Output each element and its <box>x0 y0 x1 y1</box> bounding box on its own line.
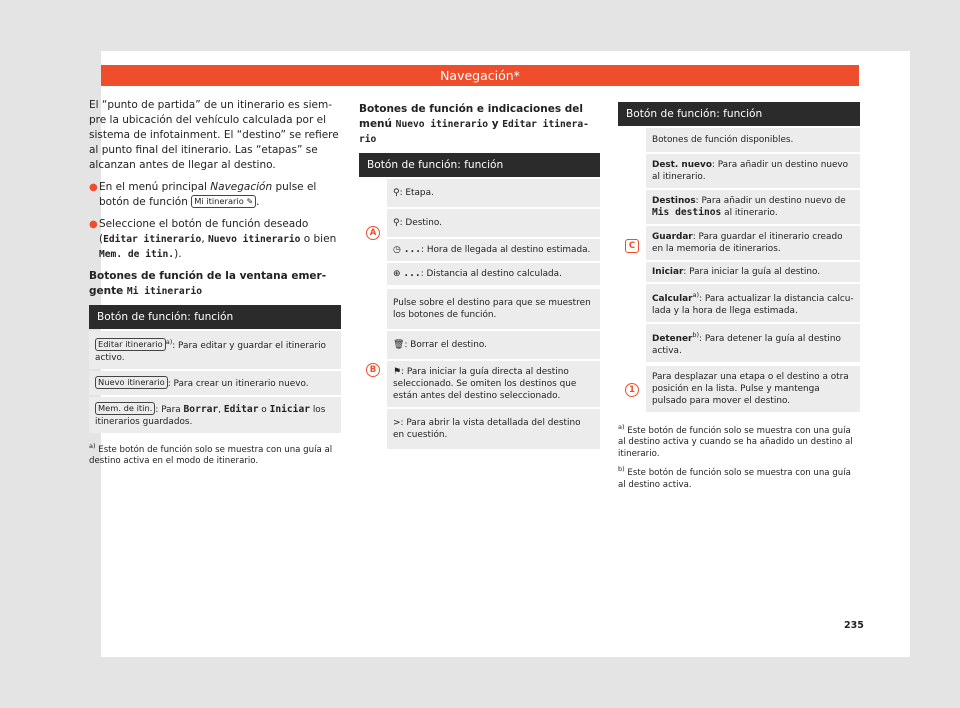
table-row: Para desplazar una etapa o el destino a otra posición en la lista. Pulse y mantenga pulsado para mover el destino. <box>646 366 860 412</box>
label-b-badge: B <box>366 363 380 377</box>
table-row: Nuevo itinerario : Para crear un itinerario nuevo. <box>89 371 341 395</box>
function-table-3 <box>618 102 860 414</box>
destination-icon: ⚲ <box>393 218 400 228</box>
group-1 <box>618 366 860 414</box>
table-header: Botón de función: función <box>359 153 600 177</box>
menu-heading: Botones de función e indicaciones del menú Nuevo itinerario y Editar itinerario <box>359 103 589 145</box>
table-row: Editar itinerario $^{a)}$: Para editar y guardar el itinerario activo. <box>89 331 341 369</box>
table-row: Pulse sobre el destino para que se muestren los botones de función. <box>387 289 600 329</box>
table-row: Botones de función disponibles. <box>646 128 860 152</box>
page-number: 235 <box>844 620 864 631</box>
table-row: ◷ ...: Hora de llegada al destino estimada. <box>387 239 600 261</box>
table-row: ⚑: Para iniciar la guía directa al destino seleccionado. Se omiten los destinos que están antes del destino seleccionado. <box>387 361 600 407</box>
table-row: Iniciar: Para iniciar la guía al destino. <box>646 262 860 282</box>
table-row: Guardar: Para guardar el itinerario creado en la memoria de itinerarios. <box>646 226 860 260</box>
footnote-b: $^{b)}$ Este botón de función solo se muestra con una guía al destino activa. <box>618 465 851 490</box>
column-2 <box>359 98 600 451</box>
bullet-icon: ● <box>89 182 98 193</box>
table-row: 🗑: Borrar el destino. <box>387 331 600 359</box>
function-table-1 <box>89 305 341 433</box>
popup-heading: Botones de función de la ventana emergente Mi itinerario <box>89 270 327 297</box>
footnotes <box>618 422 860 491</box>
table-header: Botón de función: función <box>89 305 341 329</box>
chevron-right-icon: > <box>393 418 401 428</box>
mi-itinerario-button: Mi itinerario ✎ <box>191 195 256 208</box>
group-b <box>359 289 600 451</box>
bullet-icon: ● <box>89 219 98 230</box>
table-row: >: Para abrir la vista detallada del destino en cuestión. <box>387 409 600 449</box>
pencil-icon: ✎ <box>246 197 254 206</box>
clock-icon: ◷ <box>393 245 401 255</box>
function-table-2 <box>359 153 600 451</box>
table-row: ⊕ ...: Distancia al destino calculada. <box>387 263 600 285</box>
table-row: Calcular$^{a)}$: Para actualizar la distancia calculada y la hora de llega estimada. <box>646 284 860 322</box>
step-1: ● En el menú principal Navegación pulse el botón de función Mi itinerario ✎ . <box>89 181 317 208</box>
column-3 <box>618 98 860 495</box>
table-header: Botón de función: función <box>618 102 860 126</box>
flag-icon: ⚑ <box>393 367 402 377</box>
table-row: Dest. nuevo: Para añadir un destino nuevo al itinerario. <box>646 154 860 188</box>
footnote-a: $^{a)}$ Este botón de función solo se muestra con una guía al destino activa y cuando se ha añadido un destino al itinerario. <box>618 422 853 459</box>
section-header: Navegación* <box>101 65 859 86</box>
editar-itinerario-button: Editar itinerario <box>95 338 166 351</box>
table-row: Destinos: Para añadir un destino nuevo de Mis destinos al itinerario. <box>646 190 860 224</box>
column-1 <box>89 98 341 468</box>
waypoint-icon: ⚲ <box>393 188 400 198</box>
table-row: Mem. de itin. : Para Borrar, Editar o Iniciar los itinerarios guardados. <box>89 397 341 433</box>
footnote: $^{a)}$ Este botón de función solo se muestra con una guía al destino activa en el modo de itinerario. <box>89 441 333 467</box>
nuevo-itinerario-button: Nuevo itinerario <box>95 376 168 389</box>
label-1-badge: 1 <box>625 383 639 397</box>
trash-icon: 🗑 <box>393 340 405 350</box>
table-row: ⚲: Destino. <box>387 209 600 237</box>
label-c-badge: C <box>625 239 639 253</box>
group-c <box>618 128 860 364</box>
table-row: ⚲: Etapa. <box>387 179 600 207</box>
group-a <box>359 179 600 287</box>
distance-icon: ⊕ <box>393 269 401 279</box>
table-row: Detener$^{b)}$: Para detener la guía al destino activa. <box>646 324 860 362</box>
intro-paragraph: El “punto de partida” de un itinerario es siempre la ubicación del vehículo calculada por el sistema de infotainment. El “destino” se refiere al punto final del itinerario. Las “etapas” se alcanzan antes de llegar al destino. <box>89 99 339 171</box>
mem-itin-button: Mem. de itin. <box>95 402 155 415</box>
label-a-badge: A <box>366 226 380 240</box>
step-2: ● Seleccione el botón de función deseado (Editar itinerario, Nuevo itinerario o bien Mem. de itin.). <box>89 218 337 260</box>
